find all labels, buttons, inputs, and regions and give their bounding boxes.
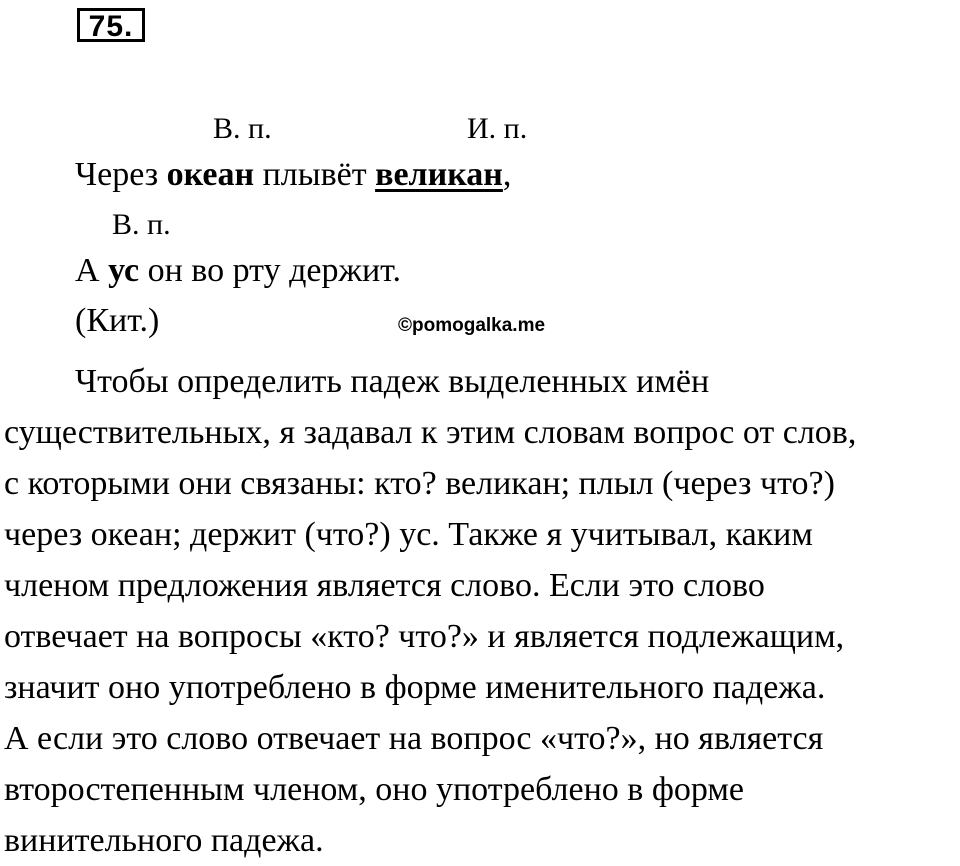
verse-line-1 — [75, 158, 511, 192]
verse-line-2-pre: А — [75, 252, 109, 289]
paragraph-line: с которыми они связаны: кто? великан; плыл (через что?) — [4, 465, 835, 502]
paragraph-line: членом предложения является слово. Если это слово — [4, 567, 765, 604]
explanation-paragraph — [4, 356, 958, 866]
paragraph-line: А если это слово отвечает на вопрос «что?», но является — [4, 720, 824, 757]
exercise-number: 75. — [88, 10, 134, 43]
highlight-word-ocean: океан — [166, 156, 255, 193]
case-label-accusative-1: В. п. — [213, 112, 272, 145]
highlight-word-giant: великан — [375, 156, 503, 193]
verse-line-1-mid: плывёт — [254, 156, 376, 193]
verse-line-1-pre: Через — [75, 156, 167, 193]
verse-line-2 — [75, 254, 401, 288]
paragraph-line: Чтобы определить падеж выделенных имён — [75, 363, 710, 400]
verse-source: (Кит.) — [75, 302, 160, 339]
paragraph-line: значит оно употреблено в форме именительного падежа. — [4, 669, 826, 706]
watermark: ©pomogalka.me — [398, 315, 546, 336]
paragraph-line: отвечает на вопросы «кто? что?» и является подлежащим, — [4, 618, 845, 655]
verse-line-2-post: он во рту держит. — [139, 252, 401, 289]
paragraph-line: существительных, я задавал к этим словам вопрос от слов, — [4, 414, 857, 451]
paragraph-line: второстепенным членом, оно употреблено в форме — [4, 771, 744, 808]
case-label-nominative: И. п. — [467, 112, 528, 145]
exercise-number-box — [77, 8, 145, 42]
verse-line-1-post: , — [502, 156, 512, 193]
paragraph-line: через океан; держит (что?) ус. Также я учитывал, каким — [4, 516, 813, 553]
paragraph-line: винительного падежа. — [4, 822, 324, 859]
case-label-accusative-2: В. п. — [112, 208, 171, 241]
highlight-word-mustache: ус — [108, 252, 140, 289]
